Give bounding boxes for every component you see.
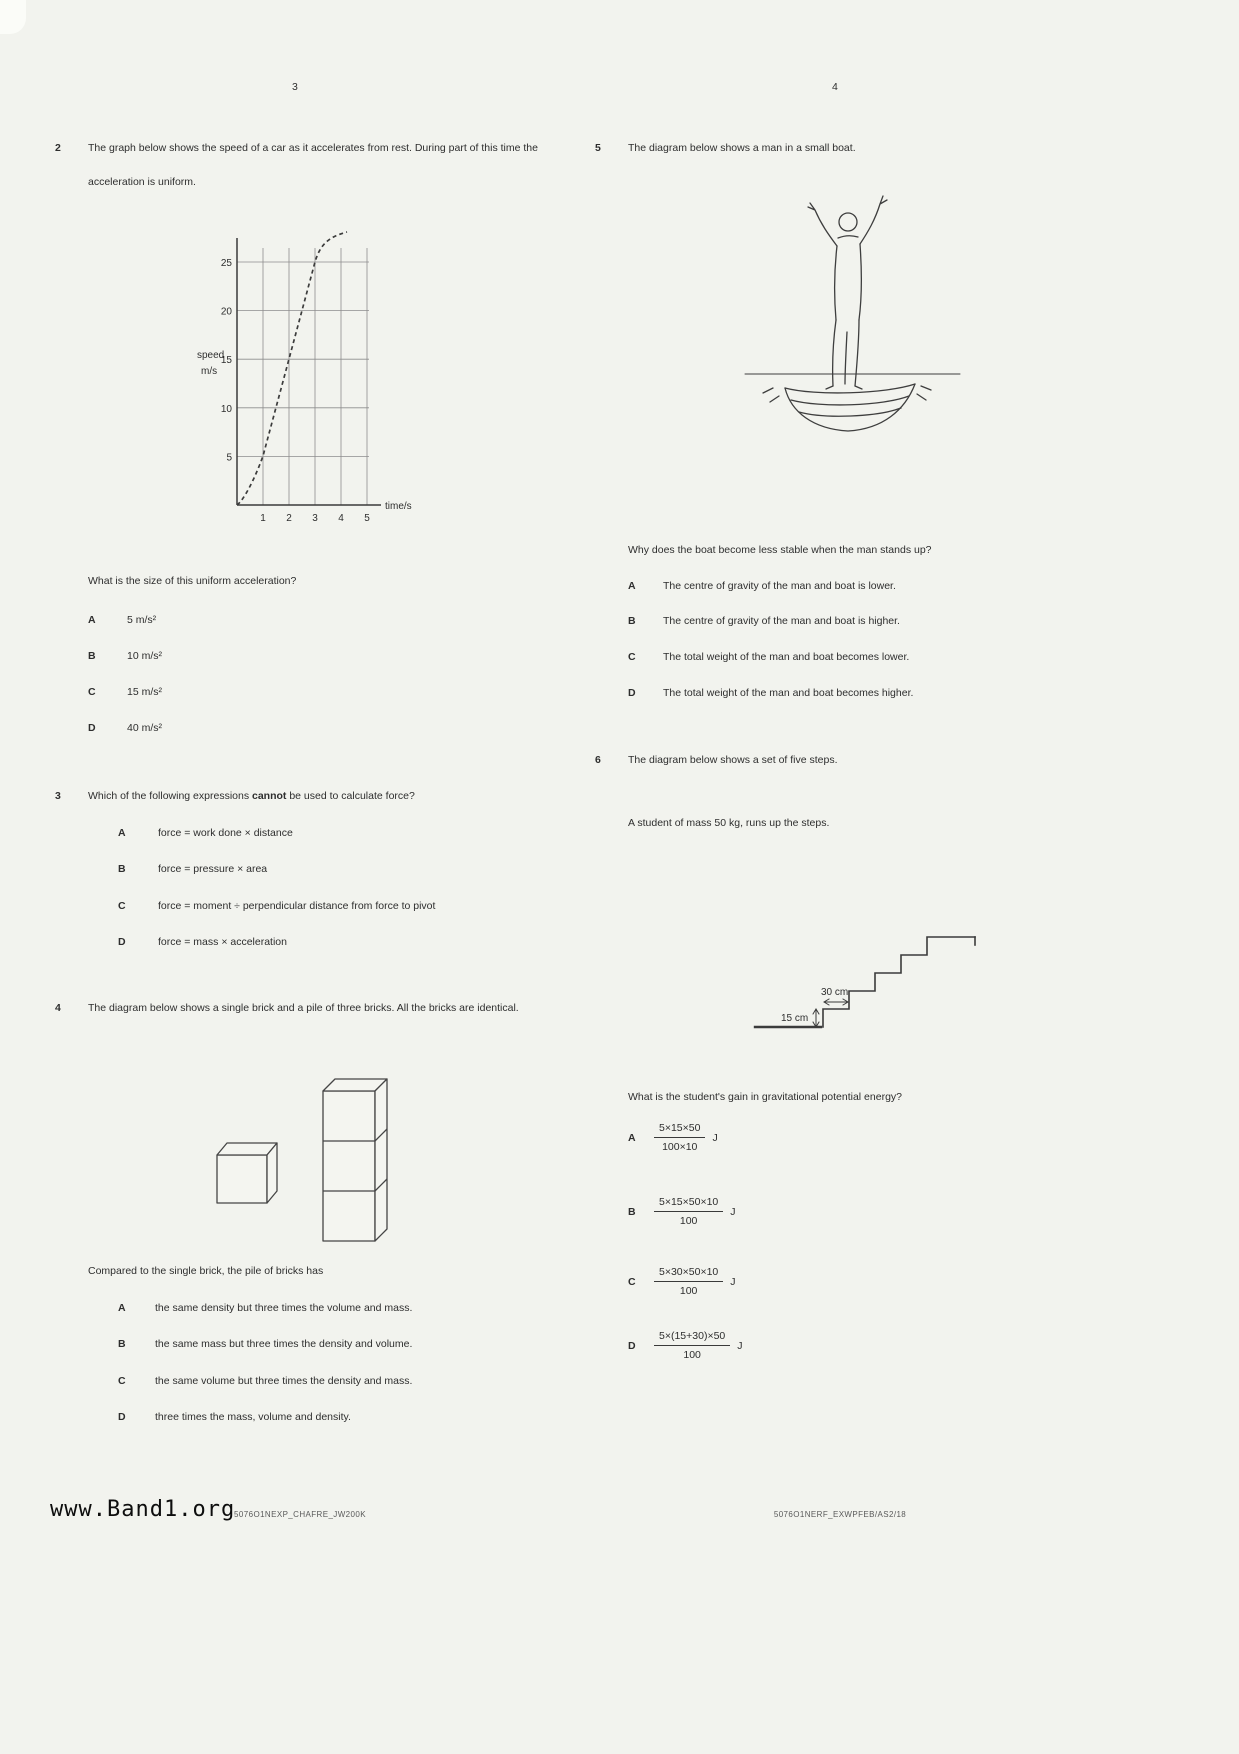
q5-option-b-text: The centre of gravity of the man and boat is higher. <box>663 615 900 627</box>
x-axis-label: time/s <box>385 501 412 512</box>
riser-height-label: 15 cm <box>781 1013 809 1024</box>
man-torso-left <box>835 246 837 320</box>
q3-option-d-text: force = mass × acceleration <box>158 936 287 948</box>
fraction-denominator: 100 <box>679 1215 698 1227</box>
q6-option-a-letter: A <box>628 1131 636 1144</box>
question-2-number: 2 <box>55 142 61 154</box>
q2-option-b-letter: B <box>88 650 96 662</box>
speed-curve <box>237 232 347 505</box>
q5-option-d-text: The total weight of the man and boat becomes higher. <box>663 687 914 699</box>
question-2-stem: The graph below shows the speed of a car as it accelerates from rest. During part of this time the acceleration is uniform. <box>88 142 538 188</box>
q5-option-a-letter: A <box>628 580 636 592</box>
question-4-text: Compared to the single brick, the pile of bricks has <box>88 1265 324 1277</box>
steps-diagram <box>735 855 1000 1050</box>
q3-option-a-letter: A <box>118 827 126 839</box>
q3-option-c-letter: C <box>118 900 126 912</box>
question-4-number: 4 <box>55 1002 61 1014</box>
man-shoulders <box>838 236 858 238</box>
q2-option-d-text: 40 m/s² <box>127 722 163 734</box>
q6-option-c-unit: J <box>730 1275 736 1288</box>
question-6-number: 6 <box>595 754 601 766</box>
q2-option-a-letter: A <box>88 614 96 626</box>
q4-option-b-letter: B <box>118 1338 126 1350</box>
q2-option-d-letter: D <box>88 722 96 734</box>
brick-diagram <box>205 1055 410 1250</box>
question-5-stem: The diagram below shows a man in a small boat. <box>628 142 856 154</box>
man-left-leg <box>833 320 836 386</box>
footer-code-right: 5076O1NERF_EXWPFEB/AS2/18 <box>773 1510 907 1519</box>
question-4-stem: The diagram below shows a single brick and a pile of three bricks. All the bricks are identical. <box>88 1002 519 1014</box>
q3-option-b-letter: B <box>118 863 126 875</box>
question-6-text: What is the student's gain in gravitational potential energy? <box>628 1091 903 1103</box>
q3-option-d-letter: D <box>118 936 126 948</box>
x-tick-4: 4 <box>338 513 344 524</box>
q3-stem-bold: cannot <box>252 790 287 802</box>
q2-option-c-text: 15 m/s² <box>127 686 163 698</box>
q6-option-d <box>628 1330 743 1361</box>
staircase-outline <box>823 937 975 1027</box>
page-number-right: 4 <box>832 81 838 93</box>
q6-option-b <box>628 1196 736 1227</box>
q2-option-c-letter: C <box>88 686 96 698</box>
q6-option-a-unit: J <box>712 1131 718 1144</box>
man-inner-leg <box>845 332 847 384</box>
man-left-arm <box>808 203 837 246</box>
question-2-text: What is the size of this uniform acceleration? <box>88 575 297 587</box>
page-number-left: 3 <box>292 81 298 93</box>
q3-option-a-text: force = work done × distance <box>158 827 293 839</box>
q3-stem-pre: Which of the following expressions <box>88 790 252 802</box>
x-tick-3: 3 <box>312 513 318 524</box>
boat-plank-2 <box>799 408 901 416</box>
question-6-stem: The diagram below shows a set of five steps. <box>628 754 838 766</box>
y-axis-label-line1: speed <box>197 350 225 361</box>
y-tick-20: 20 <box>220 306 232 318</box>
question-3-stem <box>88 789 415 803</box>
y-tick-5: 5 <box>226 452 232 464</box>
speed-time-graph <box>185 222 425 534</box>
q6-option-d-letter: D <box>628 1339 636 1352</box>
y-axis-label-line2: m/s <box>201 366 218 377</box>
tread-depth-label: 30 cm <box>821 987 849 998</box>
fraction-denominator: 100 <box>679 1285 698 1297</box>
fraction-numerator: 5×30×50×10 <box>654 1266 723 1282</box>
q4-option-d-text: three times the mass, volume and density. <box>155 1411 351 1423</box>
x-tick-2: 2 <box>286 513 292 524</box>
q4-option-d-letter: D <box>118 1411 126 1423</box>
q6-option-d-fraction <box>654 1330 730 1361</box>
question-3-number: 3 <box>55 790 61 802</box>
q5-option-a-text: The centre of gravity of the man and boat is lower. <box>663 580 896 592</box>
q6-option-b-letter: B <box>628 1205 636 1218</box>
boat-plank-1 <box>791 396 909 405</box>
q4-option-a-letter: A <box>118 1302 126 1314</box>
q6-option-d-unit: J <box>737 1339 743 1352</box>
y-tick-25: 25 <box>220 258 232 269</box>
q4-option-b-text: the same mass but three times the density and volume. <box>155 1338 413 1350</box>
q3-option-c-text: force = moment ÷ perpendicular distance from force to pivot <box>158 900 436 912</box>
q4-option-a-text: the same density but three times the volume and mass. <box>155 1302 413 1314</box>
q3-option-b-text: force = pressure × area <box>158 863 268 875</box>
question-5-number: 5 <box>595 142 601 154</box>
q5-option-c-text: The total weight of the man and boat becomes lower. <box>663 651 910 663</box>
x-tick-1: 1 <box>260 513 266 524</box>
watermark: www.Band1.org <box>50 1497 236 1522</box>
man-in-boat-illustration <box>735 182 970 527</box>
q6-option-a <box>628 1122 718 1153</box>
q2-option-a-text: 5 m/s² <box>127 614 157 626</box>
man-head <box>839 213 857 231</box>
q6-option-b-unit: J <box>730 1205 736 1218</box>
man-right-leg <box>855 320 859 386</box>
q5-option-d-letter: D <box>628 687 636 699</box>
q5-option-b-letter: B <box>628 615 636 627</box>
y-tick-15: 15 <box>220 355 232 367</box>
single-brick-front <box>217 1155 267 1203</box>
fraction-numerator: 5×(15+30)×50 <box>654 1330 730 1346</box>
q6-option-b-fraction <box>654 1196 723 1227</box>
fraction-denominator: 100×10 <box>662 1141 698 1153</box>
q2-option-b-text: 10 m/s² <box>127 650 163 662</box>
q4-option-c-text: the same volume but three times the density and mass. <box>155 1375 413 1387</box>
fraction-denominator: 100 <box>683 1349 701 1361</box>
boat-gunwale <box>785 384 915 393</box>
fraction-numerator: 5×15×50 <box>654 1122 705 1138</box>
question-6-stem2: A student of mass 50 kg, runs up the steps. <box>628 817 830 829</box>
q5-option-c-letter: C <box>628 651 636 663</box>
q6-option-a-fraction <box>654 1122 705 1153</box>
q3-stem-post: be used to calculate force? <box>286 790 415 802</box>
question-5-text: Why does the boat become less stable when the man stands up? <box>628 544 932 556</box>
man-torso-right <box>859 244 861 320</box>
q6-option-c-letter: C <box>628 1275 636 1288</box>
y-tick-10: 10 <box>220 403 232 415</box>
q6-option-c <box>628 1266 736 1297</box>
man-right-arm <box>860 196 887 244</box>
brick-pile-side <box>375 1079 387 1241</box>
fraction-numerator: 5×15×50×10 <box>654 1196 723 1212</box>
footer-code-left: 5076O1NEXP_CHAFRE_JW200K <box>234 1510 366 1519</box>
brick-pile-front <box>323 1091 375 1241</box>
q4-option-c-letter: C <box>118 1375 126 1387</box>
man-feet <box>826 386 862 389</box>
x-tick-5: 5 <box>364 513 370 524</box>
q6-option-c-fraction <box>654 1266 723 1297</box>
